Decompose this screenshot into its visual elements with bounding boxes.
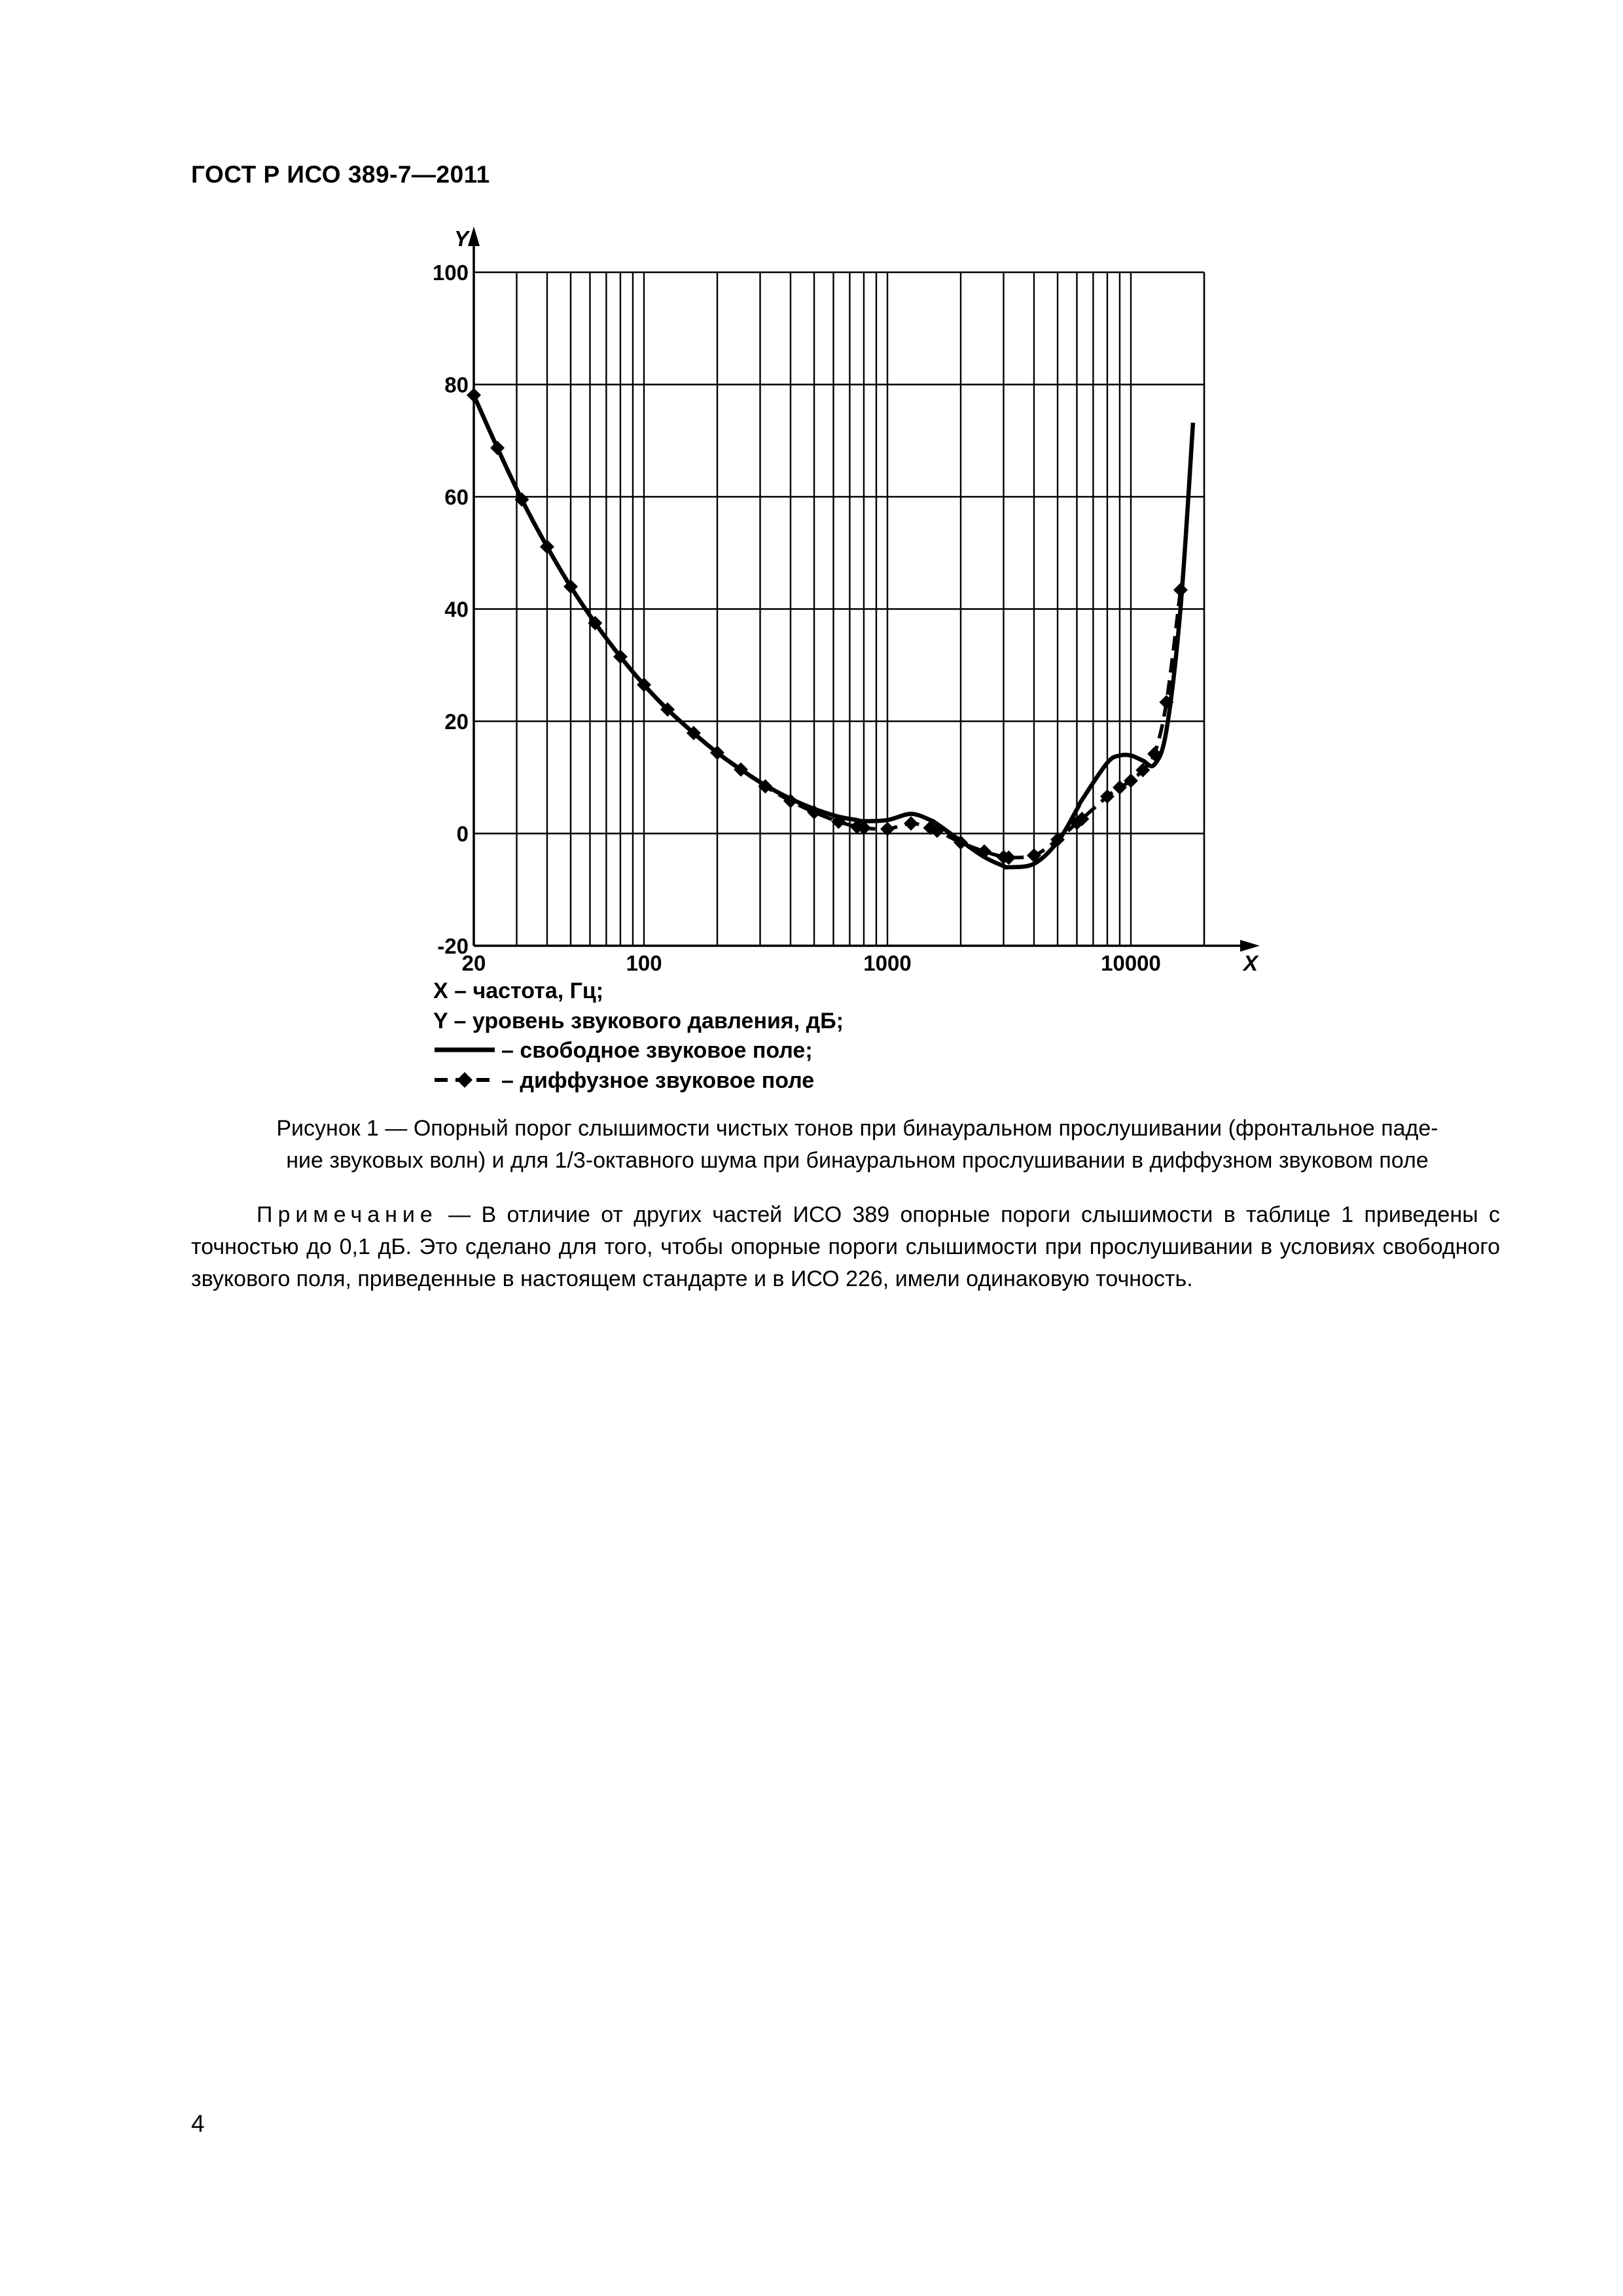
y-tick-label: 60: [444, 485, 469, 509]
y-tick-label: 40: [444, 597, 469, 622]
legend-diffuse-field-marker: [457, 1072, 473, 1088]
x-tick-label: 100: [626, 951, 662, 975]
x-axis-arrow: [1240, 940, 1260, 952]
y-tick-label: 100: [432, 260, 469, 285]
chart-tick-labels: [433, 226, 1259, 975]
series-diffuse-field-line: [474, 395, 1181, 858]
note-text: — В отличие от других частей ИСО 389 опорные пороги слышимости в таблице 1 приведены с точностью до 0,1 дБ. Это сделано для того, чтобы опорные пороги слышимости при прослушивании в условиях свободного звукового поля, приведенные в настоящем стандарте и в ИСО 226, имели одинаковую точность.: [191, 1202, 1500, 1291]
y-tick-label: 0: [456, 821, 469, 846]
series-diffuse-field-point: [977, 844, 991, 859]
y-axis-arrow: [468, 226, 480, 246]
y-tick-label: 20: [444, 709, 469, 734]
x-axis-label: X: [1243, 951, 1258, 975]
legend-diffuse-field-label: – диффузное звуковое поле: [501, 1068, 815, 1093]
figure-caption: [209, 1113, 1505, 1177]
chart-legend: [433, 978, 844, 1093]
figure-caption-line-2: ние звуковых волн) и для 1/3-октавного шума при бинауральном прослушивании в диффузном звуковом поле: [286, 1148, 1429, 1173]
x-tick-label: 1000: [863, 951, 912, 975]
y-axis-label: Y: [454, 226, 469, 251]
figure-caption-line-1: Рисунок 1 — Опорный порог слышимости чистых тонов при бинауральном прослушивании (фронтальное паде-: [276, 1116, 1438, 1141]
series-diffuse-field-point: [904, 816, 918, 831]
x-tick-label: 10000: [1101, 951, 1161, 975]
series-diffuse-field-point: [490, 440, 505, 455]
chart-series: [467, 388, 1193, 868]
y-tick-label: 80: [444, 372, 469, 397]
y-tick-label: -20: [437, 934, 469, 958]
series-diffuse-field-point: [1173, 583, 1188, 597]
legend-free-field-label: – свободное звуковое поле;: [501, 1038, 813, 1063]
legend-x-description: X – частота, Гц;: [433, 978, 604, 1003]
series-diffuse-field-point: [467, 388, 481, 403]
x-tick-label: 20: [461, 951, 486, 975]
document-header: ГОСТ Р ИСО 389-7—2011: [191, 161, 490, 188]
note-label: Примечание: [257, 1202, 438, 1227]
series-diffuse-field-point: [1113, 780, 1127, 795]
note-paragraph: [191, 1199, 1500, 1295]
legend-y-description: Y – уровень звукового давления, дБ;: [433, 1009, 844, 1033]
page-number: 4: [191, 2110, 205, 2137]
